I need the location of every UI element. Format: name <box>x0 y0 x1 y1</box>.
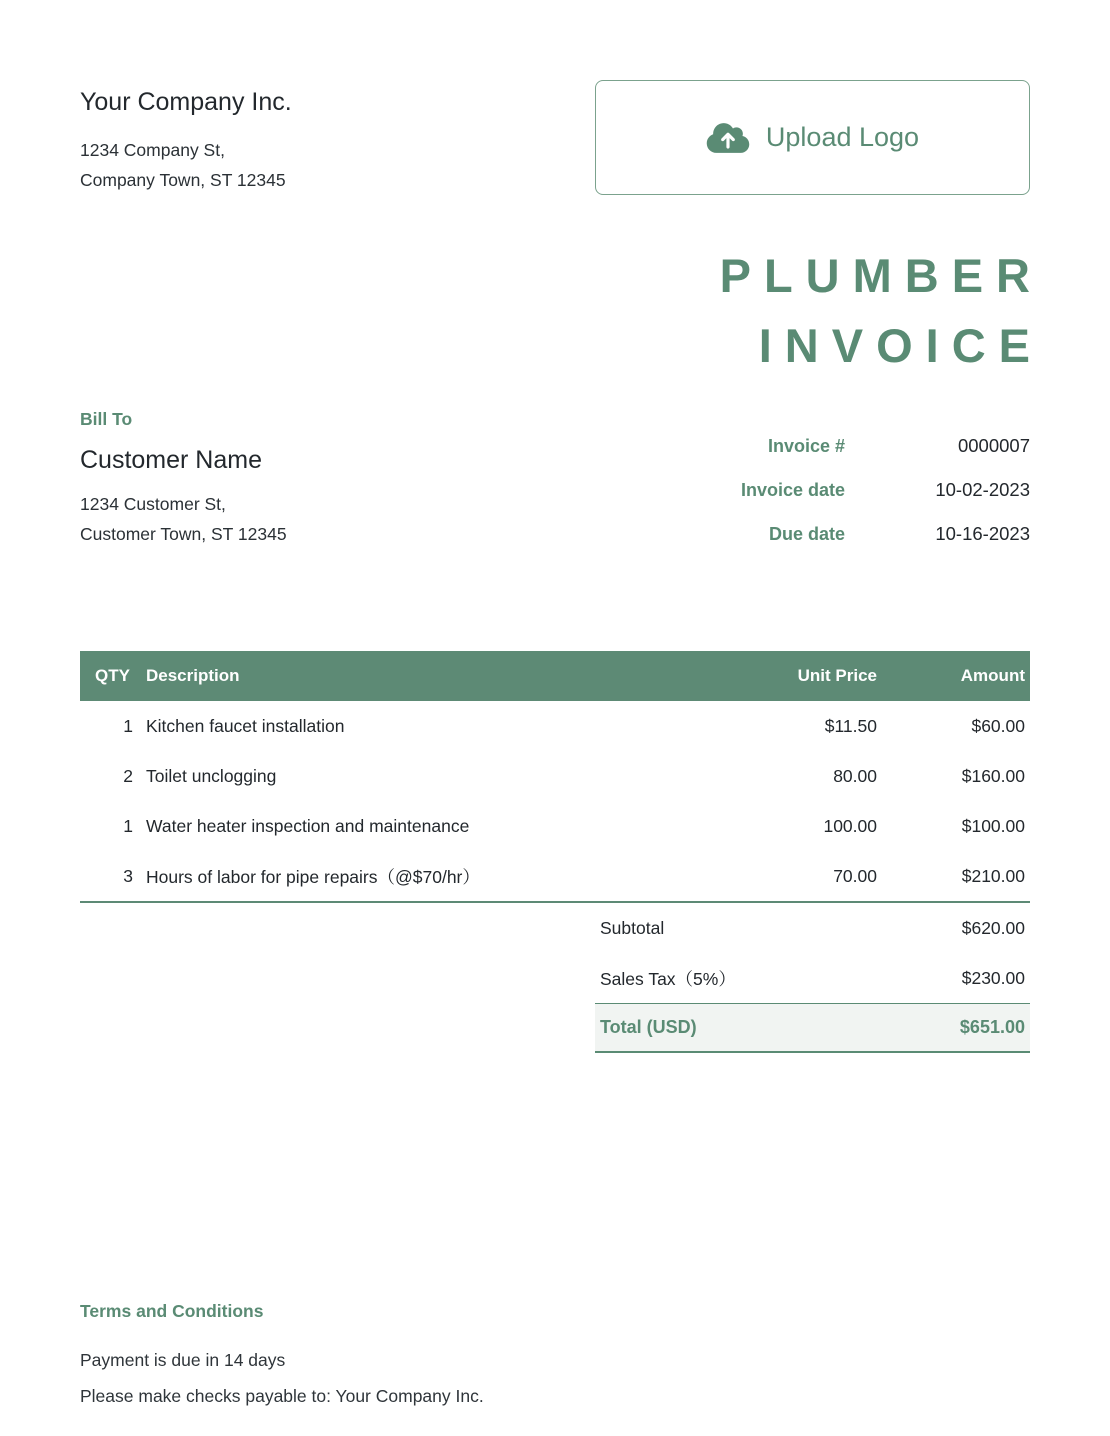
invoice-number-row <box>741 435 1030 479</box>
grand-total-row <box>595 1003 1030 1053</box>
due-date-row <box>741 523 1030 567</box>
sales-tax-row <box>595 953 1030 1003</box>
items-table <box>80 651 1030 903</box>
subtotal-value: $620.00 <box>961 917 1025 938</box>
company-address-line1: 1234 Company St, <box>80 140 225 160</box>
invoice-number-value: 0000007 <box>957 435 1030 456</box>
upload-logo-button[interactable] <box>595 80 1030 195</box>
description-header: Description <box>146 666 240 685</box>
table-header-row <box>80 651 1030 701</box>
sales-tax-label: Sales Tax（5%） <box>600 968 736 989</box>
row-amount: $160.00 <box>961 765 1025 786</box>
subtotal-row <box>595 903 1030 953</box>
table-row <box>80 701 1030 751</box>
row-amount: $210.00 <box>961 865 1025 886</box>
bill-to-label: Bill To <box>80 409 133 429</box>
invoice-date-row <box>741 479 1030 523</box>
upload-logo-label: Upload Logo <box>765 122 920 152</box>
unit-price-header: Unit Price <box>797 666 877 685</box>
header <box>80 80 1030 195</box>
sales-tax-value: $230.00 <box>961 967 1025 988</box>
terms-heading: Terms and Conditions <box>80 1301 264 1321</box>
totals-section <box>595 903 1030 1053</box>
row-qty: 3 <box>123 865 133 886</box>
customer-address-line1: 1234 Customer St, <box>80 494 226 514</box>
invoice-info-row <box>80 409 1030 567</box>
table-row <box>80 751 1030 801</box>
bill-to-section <box>80 409 287 567</box>
row-qty: 1 <box>123 815 133 836</box>
company-info <box>80 80 292 195</box>
company-address-line2: Company Town, ST 12345 <box>80 170 286 190</box>
qty-header: QTY <box>95 666 130 685</box>
row-unit-price: 80.00 <box>833 765 877 786</box>
row-description: Kitchen faucet installation <box>146 715 345 736</box>
grand-total-label: Total (USD) <box>600 1017 697 1037</box>
row-description: Water heater inspection and maintenance <box>146 815 470 836</box>
row-unit-price: 70.00 <box>833 865 877 886</box>
terms-line2: Please make checks payable to: Your Company Inc. <box>80 1386 484 1406</box>
table-row <box>80 851 1030 901</box>
due-date-value: 10-16-2023 <box>935 523 1030 544</box>
row-amount: $60.00 <box>971 715 1025 736</box>
subtotal-label: Subtotal <box>600 917 665 938</box>
terms-line1: Payment is due in 14 days <box>80 1350 286 1370</box>
grand-total-value: $651.00 <box>959 1017 1025 1037</box>
company-name: Your Company Inc. <box>80 88 292 116</box>
customer-address-line2: Customer Town, ST 12345 <box>80 524 287 544</box>
document-title <box>80 241 1043 381</box>
amount-header: Amount <box>960 666 1025 685</box>
invoice-date-label: Invoice date <box>740 480 845 500</box>
row-description: Toilet unclogging <box>146 765 277 786</box>
terms-section <box>80 1301 1030 1414</box>
due-date-label: Due date <box>768 524 845 544</box>
row-qty: 2 <box>123 765 133 786</box>
table-row <box>80 801 1030 851</box>
row-unit-price: $11.50 <box>824 715 877 736</box>
company-address <box>80 135 292 195</box>
row-amount: $100.00 <box>961 815 1025 836</box>
row-qty: 1 <box>123 715 133 736</box>
invoice-meta <box>741 435 1030 567</box>
title-line-2: INVOICE <box>758 319 1043 372</box>
row-description: Hours of labor for pipe repairs（@$70/hr） <box>146 866 480 887</box>
invoice-number-label: Invoice # <box>767 436 845 456</box>
customer-address <box>80 489 287 549</box>
cloud-upload-icon <box>706 121 750 155</box>
invoice-date-value: 10-02-2023 <box>935 479 1030 500</box>
title-line-1: PLUMBER <box>719 249 1043 302</box>
row-unit-price: 100.00 <box>823 815 877 836</box>
customer-name: Customer Name <box>80 446 262 474</box>
